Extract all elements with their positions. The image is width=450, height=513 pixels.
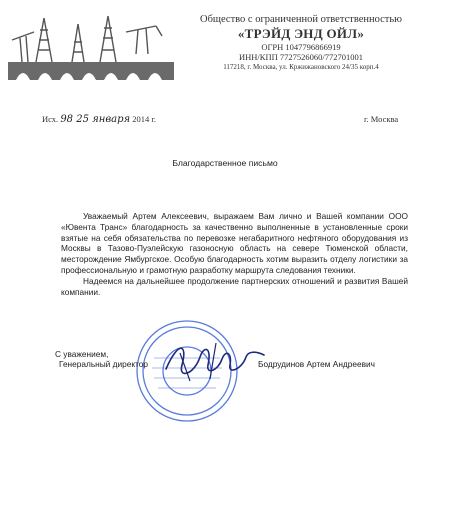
inn-kpp: ИНН/КПП 7727526060/772701001 xyxy=(239,52,363,62)
ref-prefix: Исх. xyxy=(42,114,59,124)
ref-year: 2014 г. xyxy=(132,114,157,124)
company-legal-form: Общество с ограниченной ответственностью xyxy=(199,14,403,25)
letter-title: Благодарственное письмо xyxy=(172,158,278,168)
company-logo xyxy=(6,10,176,82)
outgoing-reference xyxy=(42,114,156,125)
signer-position: Генеральный директор xyxy=(59,359,148,369)
paragraph: Уважаемый Артем Алексеевич, выражаем Вам лично и Вашей компании ООО «Ювента Транс» благодарность за качественно выполненные в установленные сроки взятые на себя обязательства по перевозке негабаритного нефтяного оборудования из Москвы в Тазово-Пуэлейскую газоносную область на севере Тюменской области, месторождение Ямбургское. Особую благодарность хотим выразить отделу логистики за профессиональную и грамотную разработку маршрута следования техники. xyxy=(61,211,408,275)
ref-handwritten: 98 25 января xyxy=(60,114,131,125)
signer-name: Бодрудинов Артем Андреевич xyxy=(258,359,375,369)
paragraph: Надеемся на дальнейшее продолжение партнерских отношений и развития Вашей компании. xyxy=(61,275,408,297)
letterhead xyxy=(190,14,412,73)
letter-body xyxy=(61,211,408,297)
company-name: «ТРЭЙД ЭНД ОЙЛ» xyxy=(237,26,365,41)
city: г. Москва xyxy=(364,114,399,124)
signature xyxy=(160,335,272,387)
company-address: 117218, г. Москва, ул. Кржижановского 24/35 корп.4 xyxy=(223,63,379,71)
closing: С уважением, xyxy=(55,349,109,359)
ogrn: ОГРН 1047796866919 xyxy=(261,42,341,52)
